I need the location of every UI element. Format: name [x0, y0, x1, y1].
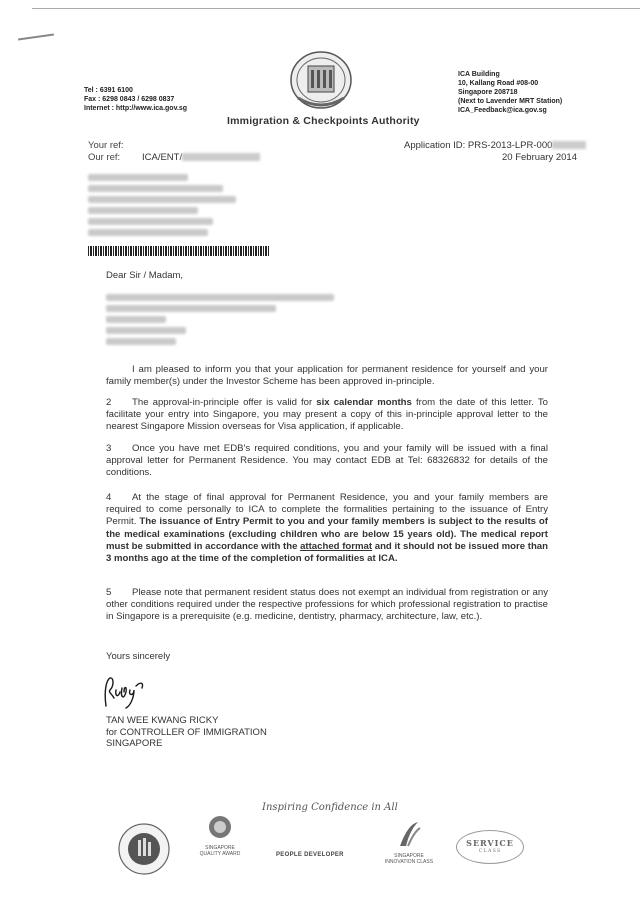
salutation: Dear Sir / Madam, — [106, 270, 184, 281]
innovation-text: SINGAPORE INNOVATION CLASS — [384, 853, 434, 865]
innovation-class-logo — [384, 820, 434, 865]
quality-award-logo — [198, 814, 242, 857]
address-block — [458, 70, 562, 115]
redaction — [552, 141, 586, 149]
address-line: ICA Building — [458, 71, 500, 78]
people-developer-logo: PEOPLE DEVELOPER — [276, 852, 344, 858]
innovation-icon — [396, 820, 422, 848]
authority-name: Immigration & Checkpoints Authority — [227, 115, 420, 127]
tel-line: Tel : 6391 6100 — [84, 87, 133, 94]
scan-mark — [18, 34, 54, 41]
signatory-block — [106, 715, 267, 750]
paragraph-4 — [106, 492, 548, 565]
our-ref-value — [142, 152, 260, 164]
paragraph-2 — [106, 397, 548, 434]
signatory-title: for CONTROLLER OF IMMIGRATION — [106, 726, 267, 738]
fax-line: Fax : 6298 0843 / 6298 0837 — [84, 96, 175, 103]
service-class-logo — [456, 830, 524, 864]
paragraph-number: 2 — [106, 397, 112, 408]
paragraph-number: 5 — [106, 587, 112, 598]
our-ref-text: ICA/ENT/ — [142, 152, 183, 163]
paragraph-2-bold: six calendar months — [316, 397, 412, 408]
recipient-address-redacted — [88, 170, 238, 240]
paragraph-1-text: I am pleased to inform you that your application for permanent residence for yourself and your family member(s) under the Investor Scheme has been approved in-principle. — [106, 364, 548, 388]
signatory-name: TAN WEE KWANG RICKY — [106, 715, 219, 726]
quality-award-text: SINGAPORE QUALITY AWARD — [199, 845, 241, 857]
paragraph-5 — [106, 587, 548, 624]
application-id-text: Application ID: PRS-2013-LPR-000 — [404, 140, 553, 151]
address-line: 10, Kallang Road #08-00 — [458, 80, 539, 87]
paragraph-3-text: Once you have met EDB's required conditions, you and your family will be issued with a final approval letter for Permanent Residence. You may contact EDB at Tel: 68326832 for details of the conditions. — [106, 443, 548, 479]
paragraph-5-text: Please note that permanent resident status does not exempt an individual from registration or any other conditions required under the respective professions for which professional registration to practise in Singapore is a prerequisite (e.g. medicine, dentistry, pharmacy, architecture, law, etc.). — [106, 587, 548, 623]
our-ref-label: Our ref: — [88, 152, 121, 163]
top-rule — [32, 8, 640, 9]
paragraph-2-text-b: from the date of this letter. To facilitate your entry into Singapore, you may present a copy of this in-principle approval letter to the nearest Singapore Mission overseas for Visa application, if applicable. — [106, 397, 548, 433]
internet-line: Internet : http://www.ica.gov.sg — [84, 105, 188, 112]
crest-icon — [288, 50, 354, 112]
paragraph-3 — [106, 443, 548, 480]
redaction — [182, 153, 260, 161]
signature-icon — [100, 672, 150, 712]
address-line: Singapore 208718 — [458, 89, 518, 96]
contact-block — [84, 86, 187, 113]
application-id — [404, 140, 586, 152]
attached-format-link[interactable]: attached format — [300, 540, 373, 552]
paragraph-2-text-a: The approval-in-principle offer is valid for — [132, 397, 317, 408]
paragraph-4-text-a: At the stage of final approval for Permanent Residence, you and your family members are required to come personally to ICA to complete the formalities pertaining to the issuance of Entry Permit. — [106, 492, 548, 528]
paragraph-4-bold-b: and it should not be issued more than 3 months ago at the time of the completion of formalities at ICA. — [106, 540, 548, 565]
barcode — [88, 246, 270, 256]
paragraph-number: 3 — [106, 443, 112, 454]
subject-redacted — [106, 290, 336, 349]
closing: Yours sincerely — [106, 651, 171, 662]
signatory-country: SINGAPORE — [106, 738, 163, 749]
your-ref-label: Your ref: — [88, 140, 124, 151]
ministry-logo-icon — [116, 822, 172, 876]
paragraph-4-bold-a: The issuance of Entry Permit to you and your family members is subject to the results of the medical examinations (excluding children who are below 15 years old). The medical report must be submitted in accordance with the — [106, 516, 548, 552]
footer-tagline: Inspiring Confidence in All — [262, 802, 398, 813]
class-text: CLASS — [478, 848, 502, 854]
paragraph-1 — [106, 364, 548, 388]
address-line: (Next to Lavender MRT Station) — [458, 98, 563, 105]
service-text: SERVICE — [466, 838, 514, 848]
letter-date: 20 February 2014 — [502, 152, 577, 163]
quality-award-icon — [206, 814, 234, 840]
address-line: ICA_Feedback@ica.gov.sg — [458, 107, 547, 114]
paragraph-number: 4 — [106, 492, 112, 503]
